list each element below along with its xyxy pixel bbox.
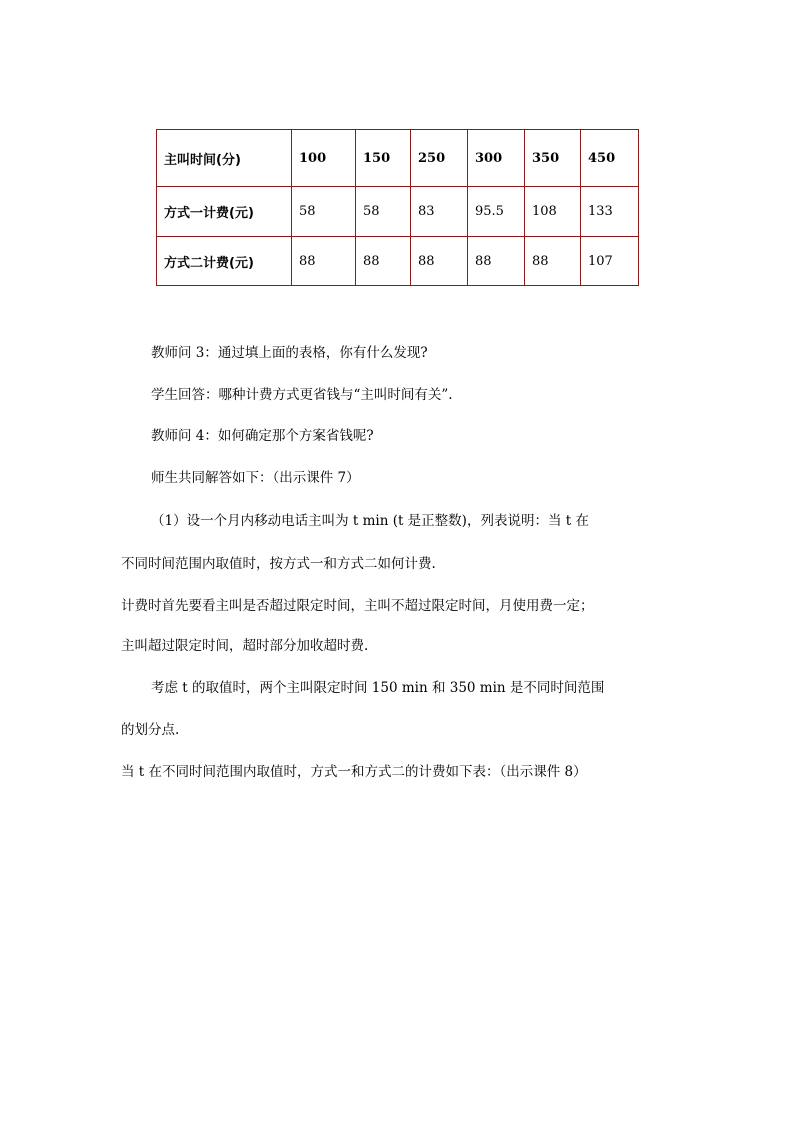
table-row (157, 237, 639, 286)
joint-solution-intro: 师生共同解答如下：（出示课件 7） (151, 470, 360, 486)
table-cell: 108 (525, 187, 581, 237)
table-cell: 83 (411, 187, 468, 237)
table-cell: 88 (411, 237, 468, 286)
table-cell: 350 (525, 130, 581, 187)
table-cell: 133 (581, 187, 639, 237)
teacher-question-4: 教师问 4：如何确定那个方案省钱呢? (151, 428, 374, 444)
table-cell: 250 (411, 130, 468, 187)
table-cell: 107 (581, 237, 639, 286)
billing-rule-line-1: 计费时首先要看主叫是否超过限定时间，主叫不超过限定时间，月使用费一定； (121, 598, 594, 614)
table-row (157, 130, 639, 187)
step-one-line-2: 不同时间范围内取值时，按方式一和方式二如何计费. (121, 556, 436, 572)
table-cell: 88 (525, 237, 581, 286)
teacher-question-3: 教师问 3：通过填上面的表格，你有什么发现? (151, 345, 428, 361)
table-cell: 58 (292, 187, 356, 237)
table-row (157, 187, 639, 237)
table-cell: 450 (581, 130, 639, 187)
threshold-line-1: 考虑 t 的取值时，两个主叫限定时间 150 min 和 350 min 是不同时间范围 (151, 680, 605, 696)
billing-rule-line-2: 主叫超过限定时间，超时部分加收超时费. (121, 638, 369, 654)
table-intro: 当 t 在不同时间范围内取值时，方式一和方式二的计费如下表：（出示课件 8） (121, 764, 587, 780)
table-cell: 88 (468, 237, 525, 286)
table-cell: 88 (292, 237, 356, 286)
table-cell: 150 (356, 130, 411, 187)
student-answer: 学生回答：哪种计费方式更省钱与“主叫时间有关”. (151, 387, 453, 403)
billing-table (156, 129, 639, 286)
table-cell: 100 (292, 130, 356, 187)
table-cell: 95.5 (468, 187, 525, 237)
row-header-call-time: 主叫时间(分) (157, 130, 292, 187)
table-cell: 58 (356, 187, 411, 237)
threshold-line-2: 的划分点. (121, 722, 180, 738)
row-header-plan-one: 方式一计费(元) (157, 187, 292, 237)
step-one-line-1: （1）设一个月内移动电话主叫为 t min (t 是正整数)，列表说明：当 t 在 (151, 513, 589, 529)
row-header-plan-two: 方式二计费(元) (157, 237, 292, 286)
table-cell: 300 (468, 130, 525, 187)
table-cell: 88 (356, 237, 411, 286)
